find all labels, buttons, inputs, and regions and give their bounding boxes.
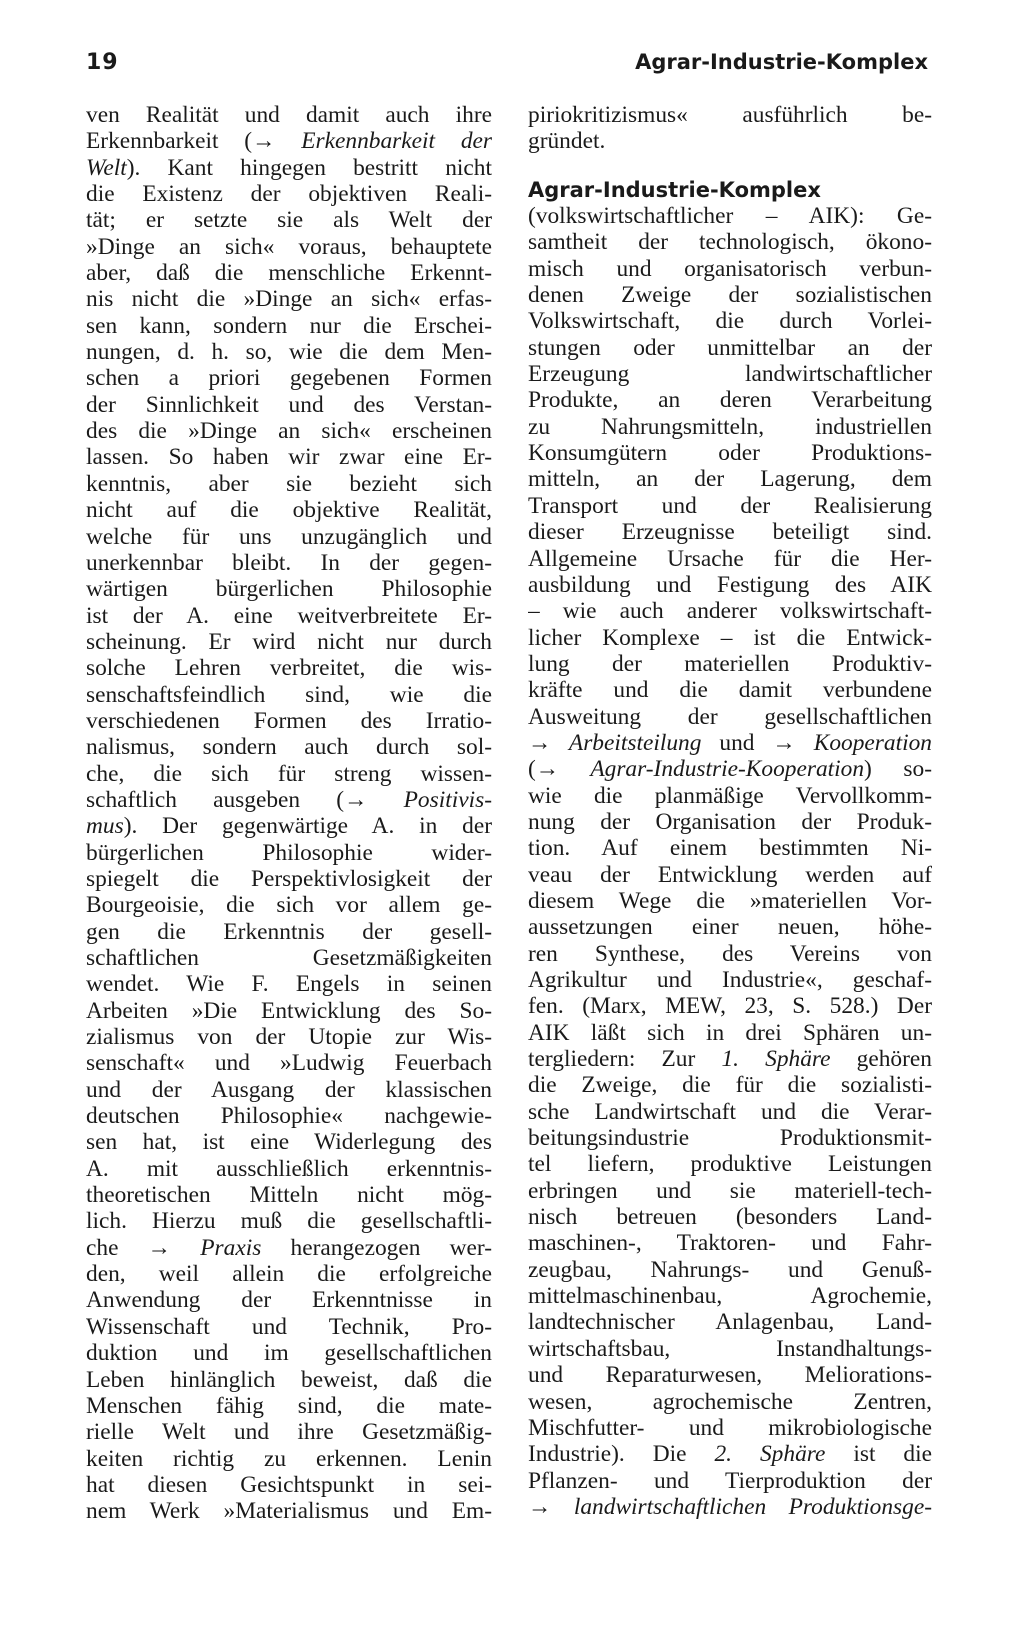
- text-segment: der Sinnlichkeit und des Verstan-: [86, 391, 492, 418]
- text-segment: samtheit der technologisch, ökono-: [528, 229, 932, 256]
- text-segment: »Dinge an sich« voraus, behauptete: [86, 233, 492, 260]
- text-segment: ist der A. eine weitverbreitete Er-: [86, 602, 492, 629]
- text-line: [528, 1362, 932, 1388]
- text-segment: tion. Auf einem bestimmten Ni-: [528, 835, 932, 862]
- running-head: Agrar-Industrie-Komplex: [635, 50, 928, 74]
- text-segment: deutschen Philosophie« nachgewie-: [86, 1103, 492, 1130]
- text-line: [528, 756, 932, 782]
- text-segment: AIK läßt sich in drei Sphären un-: [528, 1019, 932, 1046]
- text-segment: verschiedenen Formen des Irratio-: [86, 707, 492, 734]
- page-number: 19: [86, 50, 119, 75]
- text-segment: und der Ausgang der klassischen: [86, 1076, 492, 1103]
- text-line: [86, 155, 492, 181]
- text-line: [86, 892, 492, 918]
- text-line: [86, 497, 492, 523]
- text-segment: wirtschaftsbau, Instandhaltungs-: [528, 1335, 932, 1362]
- text-line: [528, 783, 932, 809]
- text-line: [528, 1151, 932, 1177]
- text-segment: piriokritizismus« ausführlich be-: [528, 102, 932, 128]
- text-segment: mittelmaschinenbau, Agrochemie,: [528, 1283, 932, 1310]
- text-segment: ren Synthese, des Vereins von: [528, 940, 932, 967]
- text-line: [528, 256, 932, 282]
- text-line: [528, 1389, 932, 1415]
- text-line: [528, 862, 932, 888]
- text-segment: senschaft« und »Ludwig Feuerbach: [86, 1050, 492, 1077]
- text-line: [86, 655, 492, 681]
- text-segment: duktion und im gesellschaftlichen: [86, 1340, 492, 1367]
- text-segment: Bourgeoisie, die sich vor allem ge-: [86, 892, 492, 919]
- text-line: [528, 914, 932, 940]
- text-segment: sen hat, ist eine Widerlegung des: [86, 1129, 492, 1156]
- text-line: [528, 572, 932, 598]
- text-segment: Konsumgütern oder Produktions-: [528, 440, 932, 467]
- text-segment: wendet. Wie F. Engels in seinen: [86, 971, 492, 998]
- text-line: [86, 998, 492, 1024]
- text-segment: schen a priori gegebenen Formen: [86, 365, 492, 392]
- text-line: [86, 919, 492, 945]
- text-segment: Mischfutter- und mikrobiologische: [528, 1414, 932, 1441]
- text-line: [528, 993, 932, 1019]
- text-segment: Arbeiten »Die Entwicklung des So-: [86, 997, 492, 1024]
- text-segment: diesem Wege die »materiellen Vor-: [528, 887, 932, 914]
- text-segment: che, die sich für streng wissen-: [86, 760, 492, 787]
- text-line: [528, 967, 932, 993]
- text-segment: wärtigen bürgerlichen Philosophie: [86, 576, 492, 603]
- text-segment: senschaftsfeindlich sind, wie die: [86, 681, 492, 708]
- text-line: [528, 598, 932, 624]
- text-line: [528, 677, 932, 703]
- text-segment: Agrikultur und Industrie«, geschaf-: [528, 967, 932, 993]
- text-line: [528, 888, 932, 914]
- text-segment: wesen, agrochemische Zentren,: [528, 1388, 932, 1415]
- text-segment: gründet.: [528, 128, 606, 155]
- text-line: [86, 392, 492, 418]
- text-line: [86, 207, 492, 233]
- text-segment: herangezogen wer-: [261, 1234, 492, 1261]
- text-segment: misch und organisatorisch verbun-: [528, 255, 932, 282]
- cross-reference: 1. Sphäre: [721, 1046, 831, 1073]
- text-line: [528, 493, 932, 519]
- text-segment: sen kann, sondern nur die Erschei-: [86, 312, 492, 339]
- text-line: [528, 102, 932, 128]
- text-line: [86, 313, 492, 339]
- text-line: [86, 1156, 492, 1182]
- text-line: [86, 234, 492, 260]
- text-segment: Pflanzen- und Tierproduktion der: [528, 1467, 932, 1494]
- text-line: [86, 444, 492, 470]
- text-line: [86, 1024, 492, 1050]
- text-segment: nem Werk »Materialismus und Em-: [86, 1498, 492, 1525]
- text-segment: des die »Dinge an sich« erscheinen: [86, 418, 492, 445]
- text-line: [86, 813, 492, 839]
- text-segment: tergliedern: Zur: [528, 1046, 722, 1073]
- text-segment: stungen oder unmittelbar an der: [528, 334, 932, 361]
- cross-reference: 2. Sphäre: [714, 1441, 826, 1468]
- text-line: [86, 761, 492, 787]
- text-line: [528, 809, 932, 835]
- text-segment: die Zweige, die für die sozialisti-: [528, 1072, 932, 1099]
- text-segment: hat diesen Gesichtspunkt in sei-: [86, 1471, 492, 1498]
- text-segment: Ausweitung der gesellschaftlichen: [528, 703, 932, 730]
- text-segment: den, weil allein die erfolgreiche: [86, 1261, 492, 1288]
- text-segment: nis nicht die »Dinge an sich« erfas-: [86, 286, 492, 313]
- text-line: [528, 1046, 932, 1072]
- text-line: [86, 682, 492, 708]
- text-line: [86, 1314, 492, 1340]
- text-line: [528, 625, 932, 651]
- text-line: [86, 550, 492, 576]
- text-line: [528, 1204, 932, 1230]
- text-line: [86, 524, 492, 550]
- text-line: [528, 414, 932, 440]
- text-line: [86, 1182, 492, 1208]
- text-line: [86, 102, 492, 128]
- text-line: [86, 1261, 492, 1287]
- right-column-intro: [528, 102, 932, 155]
- text-line: [528, 466, 932, 492]
- page-header: [86, 50, 928, 84]
- text-line: [528, 128, 932, 154]
- text-line: [86, 1340, 492, 1366]
- text-segment: (volkswirtschaftlicher – AIK): Ge-: [528, 203, 932, 230]
- left-column: [86, 102, 492, 1525]
- text-line: [528, 1283, 932, 1309]
- text-line: [528, 1468, 932, 1494]
- text-segment: kräfte und die damit verbundene: [528, 677, 932, 704]
- text-segment: welche für uns unzugänglich und: [86, 523, 492, 550]
- text-line: [528, 387, 932, 413]
- text-segment: unerkennbar bleibt. In der gegen-: [86, 549, 492, 576]
- entry-lemma: Agrar-Industrie-Komplex: [528, 177, 821, 202]
- text-line: [86, 1393, 492, 1419]
- text-line: [86, 365, 492, 391]
- text-line: [528, 1099, 932, 1125]
- text-segment: gen die Erkenntnis der gesell-: [86, 918, 492, 945]
- text-segment: ist die: [825, 1441, 932, 1468]
- text-line: [528, 651, 932, 677]
- text-segment: lassen. So haben wir zwar eine Er-: [86, 444, 492, 471]
- text-segment: Allgemeine Ursache für die Her-: [528, 545, 932, 572]
- text-line: [86, 971, 492, 997]
- text-segment: keiten richtig zu erkennen. Lenin: [86, 1445, 492, 1472]
- text-segment: – wie auch anderer volkswirtschaft-: [528, 598, 932, 625]
- text-line: [86, 629, 492, 655]
- text-segment: zu Nahrungsmitteln, industriellen: [528, 413, 932, 440]
- text-segment: Wissenschaft und Technik, Pro-: [86, 1313, 492, 1340]
- text-line: [86, 945, 492, 971]
- text-segment: mitteln, an der Lagerung, dem: [528, 466, 932, 493]
- text-segment: ). Kant hingegen bestritt nicht: [126, 154, 492, 181]
- text-segment: ). Der gegenwärtige A. in der: [123, 813, 492, 840]
- text-segment: Industrie). Die: [528, 1441, 715, 1468]
- text-segment: wie die planmäßige Vervollkomm-: [528, 782, 932, 809]
- text-line: [528, 1441, 932, 1467]
- text-segment: nalismus, sondern auch durch sol-: [86, 734, 492, 761]
- text-segment: rielle Welt und ihre Gesetzmäßig-: [86, 1419, 492, 1446]
- text-segment: nicht auf die objektive Realität,: [86, 497, 492, 524]
- text-segment: zialismus von der Utopie zur Wis-: [86, 1024, 492, 1051]
- text-line: [528, 1309, 932, 1335]
- text-line: [86, 734, 492, 760]
- text-segment: dieser Erzeugnisse beteiligt sind.: [528, 519, 932, 546]
- text-line: [86, 418, 492, 444]
- text-segment: scheinung. Er wird nicht nur durch: [86, 628, 492, 655]
- text-segment: Menschen fähig sind, die mate-: [86, 1392, 492, 1419]
- text-line: [528, 282, 932, 308]
- text-line: [528, 1336, 932, 1362]
- entry-heading-line: [528, 177, 932, 203]
- text-line: [86, 471, 492, 497]
- text-line: [528, 1178, 932, 1204]
- cross-reference: → Positivis-: [344, 786, 492, 813]
- text-segment: Volkswirtschaft, die durch Vorlei-: [528, 308, 932, 335]
- text-segment: gehören: [830, 1046, 932, 1073]
- text-line: [528, 335, 932, 361]
- text-segment: maschinen-, Traktoren- und Fahr-: [528, 1230, 932, 1257]
- text-line: [528, 835, 932, 861]
- text-line: [528, 1230, 932, 1256]
- right-column-body: [528, 203, 932, 1520]
- text-line: [528, 1494, 932, 1520]
- entry-gap: [528, 155, 932, 177]
- cross-reference: → Praxis: [147, 1234, 262, 1261]
- text-line: [528, 941, 932, 967]
- text-line: [528, 546, 932, 572]
- text-line: [86, 1103, 492, 1129]
- text-segment: (: [528, 756, 536, 783]
- text-line: [86, 1472, 492, 1498]
- text-segment: Transport und der Realisierung: [528, 492, 932, 519]
- text-line: [528, 519, 932, 545]
- text-segment: lich. Hierzu muß die gesellschaftli-: [86, 1208, 492, 1235]
- text-segment: solche Lehren verbreitet, die wis-: [86, 655, 492, 682]
- text-segment: A. mit ausschließlich erkenntnis-: [86, 1155, 492, 1182]
- text-line: [528, 1415, 932, 1441]
- text-line: [86, 1367, 492, 1393]
- text-segment: bürgerlichen Philosophie wider-: [86, 839, 492, 866]
- text-line: [86, 787, 492, 813]
- text-segment: kenntnis, aber sie bezieht sich: [86, 470, 492, 497]
- text-segment: Produkte, an deren Verarbeitung: [528, 387, 932, 414]
- text-line: [86, 603, 492, 629]
- text-segment: licher Komplexe – ist die Entwick-: [528, 624, 932, 651]
- text-line: [86, 1129, 492, 1155]
- text-line: [528, 730, 932, 756]
- text-segment: erbringen und sie materiell-tech-: [528, 1177, 932, 1204]
- text-segment: theoretischen Mitteln nicht mög-: [86, 1182, 492, 1209]
- text-segment: spiegelt die Perspektivlosigkeit der: [86, 865, 492, 892]
- text-segment: tät; er setzte sie als Welt der: [86, 207, 492, 234]
- text-line: [86, 1235, 492, 1261]
- text-segment: aussetzungen einer neuen, höhe-: [528, 914, 932, 941]
- text-line: [86, 1077, 492, 1103]
- text-segment: ven Realität und damit auch ihre: [86, 102, 492, 128]
- text-segment: die Existenz der objektiven Reali-: [86, 181, 492, 208]
- text-segment: tel liefern, produktive Leistungen: [528, 1151, 932, 1178]
- text-segment: Erkennbarkeit (: [86, 128, 253, 155]
- text-line: [86, 708, 492, 734]
- text-line: [528, 1125, 932, 1151]
- cross-reference: → Arbeitsteilung: [528, 729, 702, 756]
- text-segment: Anwendung der Erkenntnisse in: [86, 1287, 492, 1314]
- text-line: [86, 1419, 492, 1445]
- text-line: [86, 181, 492, 207]
- text-line: [528, 1020, 932, 1046]
- cross-reference: → Kooperation: [772, 729, 932, 756]
- text-line: [528, 361, 932, 387]
- text-line: [86, 1498, 492, 1524]
- text-segment: che: [86, 1234, 148, 1261]
- text-segment: aber, daß die menschliche Erkennt-: [86, 260, 492, 287]
- text-line: [86, 128, 492, 154]
- text-line: [86, 576, 492, 602]
- text-segment: fen. (Marx, MEW, 23, S. 528.) Der: [528, 993, 932, 1020]
- right-column: [528, 102, 932, 1520]
- cross-reference: → landwirtschaftlichen Produktionsge-: [528, 1493, 932, 1520]
- text-segment: Leben hinlänglich beweist, daß die: [86, 1366, 492, 1393]
- cross-reference: mus: [86, 813, 124, 840]
- text-segment: veau der Entwicklung werden auf: [528, 861, 932, 888]
- text-line: [528, 1257, 932, 1283]
- text-line: [528, 440, 932, 466]
- text-line: [528, 229, 932, 255]
- text-line: [86, 1446, 492, 1472]
- text-line: [86, 339, 492, 365]
- text-line: [86, 1208, 492, 1234]
- text-segment: nungen, d. h. so, wie die dem Men-: [86, 339, 492, 366]
- text-segment: nung der Organisation der Produk-: [528, 808, 932, 835]
- text-segment: und Reparaturwesen, Meliorations-: [528, 1362, 932, 1389]
- text-segment: landtechnischer Anlagenbau, Land-: [528, 1309, 932, 1336]
- text-segment: ausbildung und Festigung des AIK: [528, 571, 932, 598]
- text-segment: nisch betreuen (besonders Land-: [528, 1204, 932, 1231]
- text-segment: Erzeugung landwirtschaftlicher: [528, 361, 932, 388]
- text-line: [86, 260, 492, 286]
- text-line: [86, 1050, 492, 1076]
- text-line: [86, 866, 492, 892]
- cross-reference: Welt: [86, 154, 127, 181]
- text-segment: ) so-: [864, 756, 932, 783]
- text-line: [528, 308, 932, 334]
- text-line: [528, 704, 932, 730]
- text-segment: schaftlichen Gesetzmäßigkeiten: [86, 945, 492, 971]
- text-line: [86, 1287, 492, 1313]
- text-line: [86, 840, 492, 866]
- text-line: [528, 203, 932, 229]
- text-segment: sche Landwirtschaft und die Verar-: [528, 1098, 932, 1125]
- text-line: [86, 286, 492, 312]
- text-line: [528, 1072, 932, 1098]
- text-segment: schaftlich ausgeben (: [86, 786, 345, 813]
- text-segment: denen Zweige der sozialistischen: [528, 282, 932, 309]
- text-segment: und: [701, 729, 773, 756]
- text-segment: lung der materiellen Produktiv-: [528, 650, 932, 677]
- cross-reference: → Agrar-Industrie-Kooperation: [535, 756, 865, 783]
- cross-reference: → Erkennbarkeit der: [252, 128, 492, 155]
- text-segment: zeugbau, Nahrungs- und Genuß-: [528, 1256, 932, 1283]
- text-segment: beitungsindustrie Produktionsmit-: [528, 1125, 932, 1152]
